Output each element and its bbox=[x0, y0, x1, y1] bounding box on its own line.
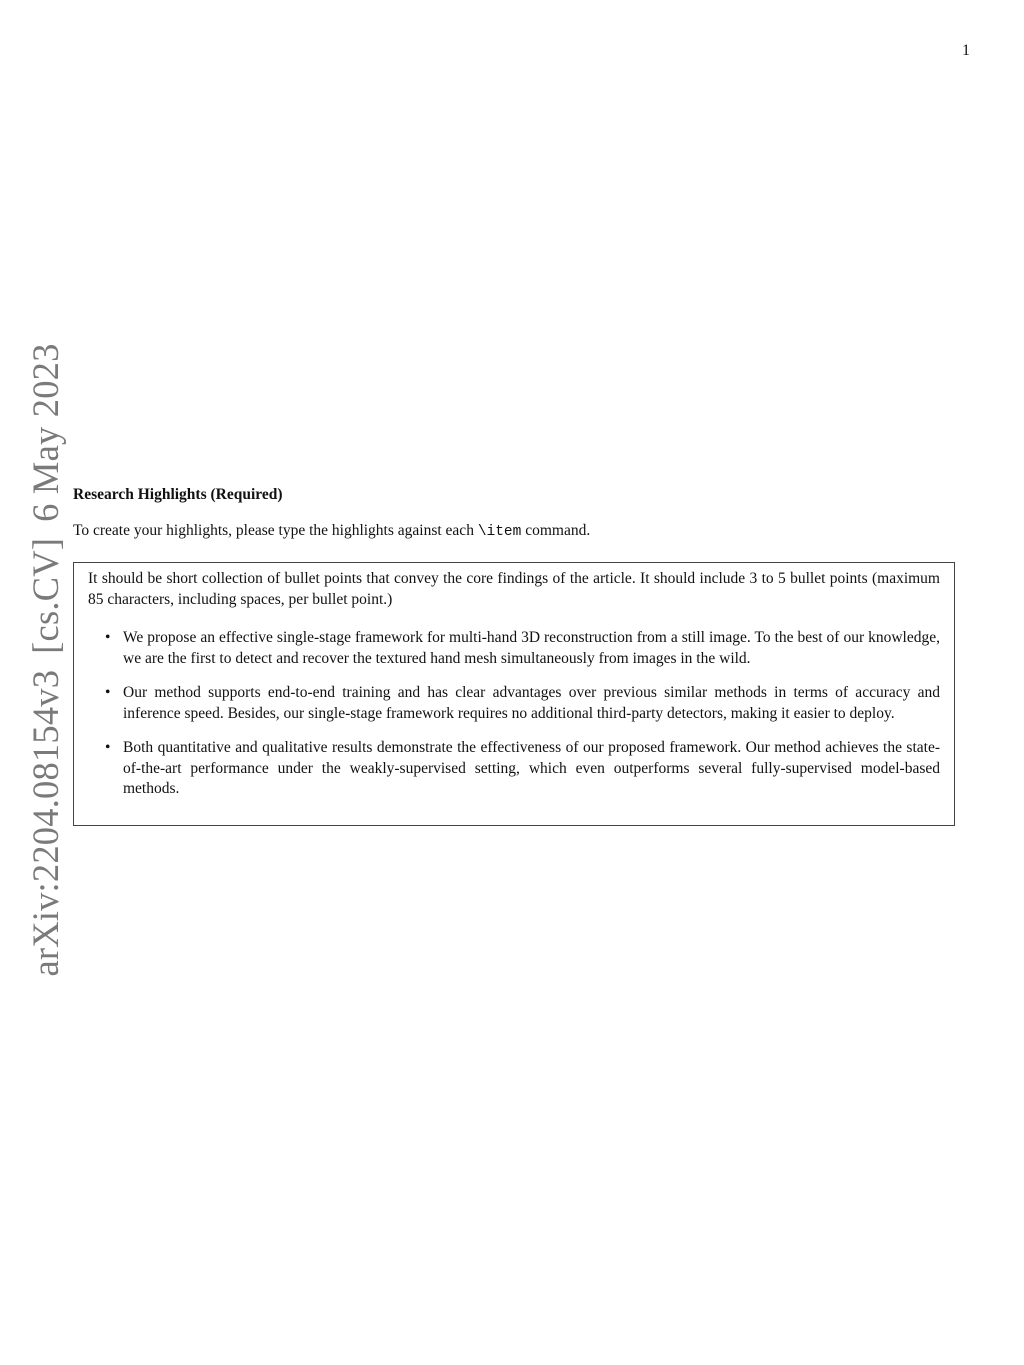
highlight-text: Our method supports end-to-end training and has clear advantages over previous similar methods in terms of accuracy and inference speed. Besides, our single-stage framework requires no additional third-party detectors, making it easier to deploy. bbox=[123, 684, 940, 722]
highlight-text: We propose an effective single-stage framework for multi-hand 3D reconstruction from a still image. To the best of our knowledge, we are the first to detect and recover the textured hand mesh simultaneously from images in the wild. bbox=[123, 629, 940, 667]
bullet-icon: • bbox=[105, 684, 111, 701]
section-title: Research Highlights (Required) bbox=[73, 486, 283, 503]
instructions-code: \item bbox=[477, 524, 522, 540]
bullet-icon: • bbox=[105, 629, 111, 646]
instructions-before: To create your highlights, please type the highlights against each bbox=[73, 522, 478, 539]
bullet-icon: • bbox=[105, 739, 111, 756]
instructions-after: command. bbox=[521, 522, 591, 539]
arxiv-date: 6 May 2023 bbox=[25, 343, 66, 522]
arxiv-category: [cs.CV] bbox=[25, 537, 66, 654]
highlight-text: Both quantitative and qualitative results demonstrate the effectiveness of our proposed framework. Our method achieves the state-of-the-art performance under the weakly-supervised setting, which even outperforms several fully-supervised model-based methods. bbox=[123, 739, 940, 797]
highlight-item bbox=[88, 628, 940, 669]
highlight-item bbox=[88, 683, 940, 724]
highlight-item bbox=[88, 738, 940, 800]
highlights-list bbox=[88, 628, 940, 800]
arxiv-id: arXiv:2204.08154v3 bbox=[25, 669, 66, 977]
page-number: 1 bbox=[962, 42, 970, 59]
highlights-box bbox=[73, 562, 955, 826]
box-intro: It should be short collection of bullet points that convey the core findings of the article. It should include 3 to 5 bullet points (maximum 85 characters, including spaces, per bullet point.) bbox=[88, 570, 940, 608]
arxiv-identifier-stamp bbox=[26, 343, 66, 976]
instructions-text bbox=[73, 521, 590, 542]
